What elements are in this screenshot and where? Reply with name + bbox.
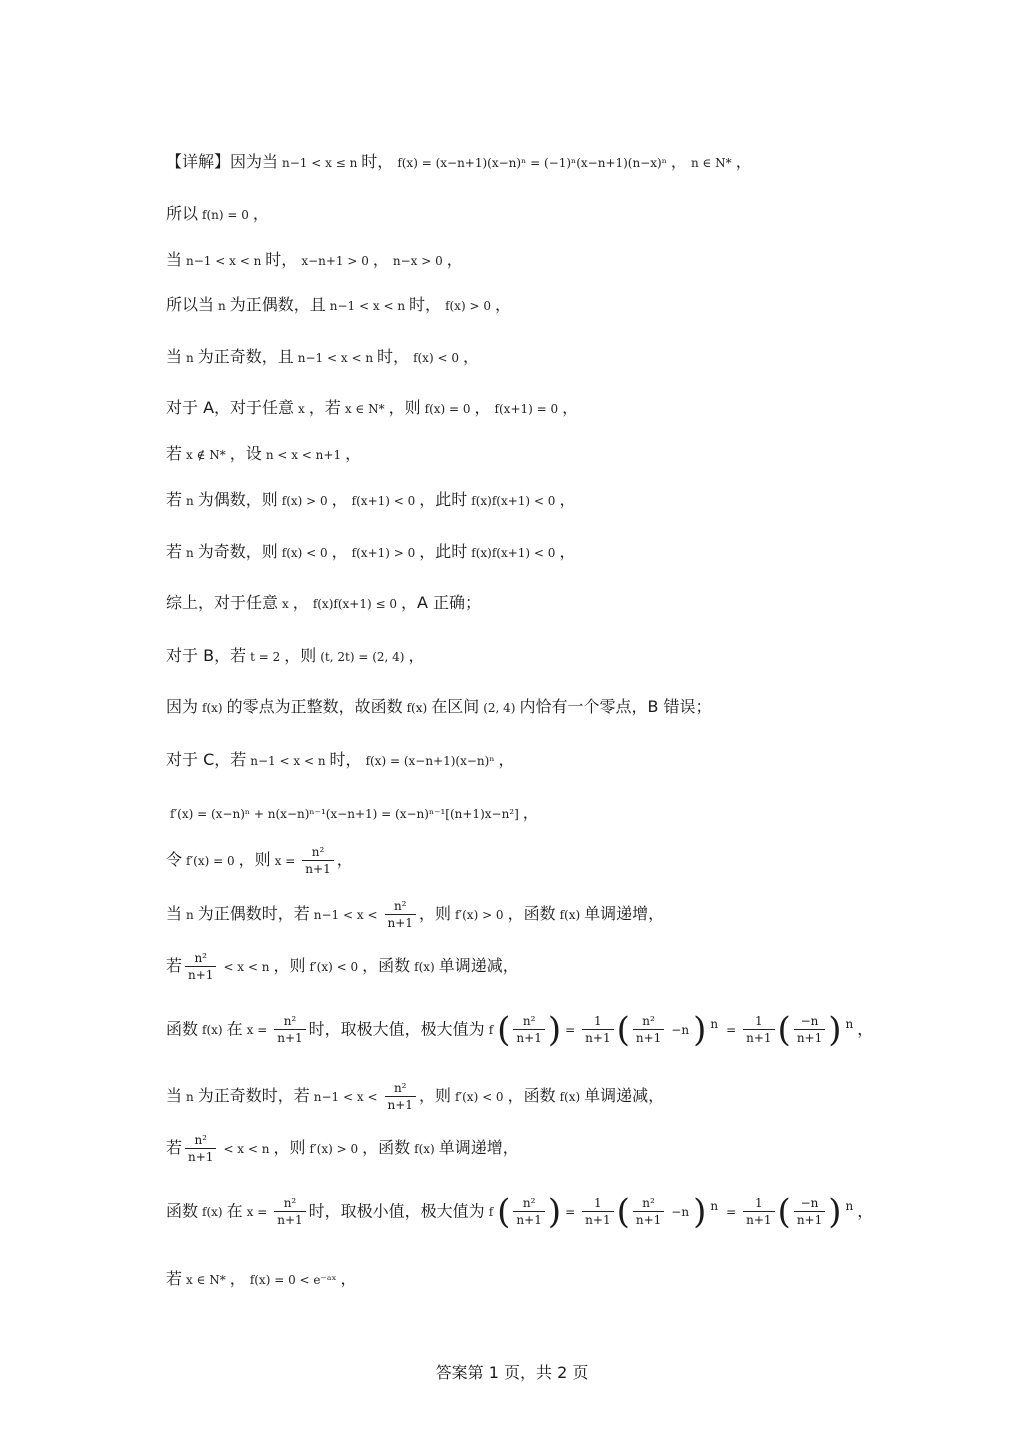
math: f(x) > 0: [281, 494, 328, 508]
text: 对于 A，对于任意: [166, 398, 295, 417]
text: 时，: [409, 295, 442, 314]
text: 【详解】因为当: [166, 152, 279, 171]
fraction: [743, 1195, 774, 1228]
text: 在: [226, 1201, 243, 1221]
text: 对于 B，若: [166, 646, 247, 665]
fraction-denominator: n+1: [796, 1031, 823, 1046]
math: n−1 < x < n: [329, 299, 406, 313]
text: 内恰有一个零点，B 错误；: [519, 697, 712, 716]
fraction-numerator: n²: [513, 1013, 544, 1030]
line-18: [166, 1009, 874, 1050]
text: ，则: [388, 398, 421, 417]
text: ，若: [308, 398, 341, 417]
text: 在区间: [431, 697, 480, 716]
fraction-numerator: n²: [633, 1195, 664, 1212]
line-17: [166, 950, 519, 983]
fraction: [582, 1013, 613, 1046]
text: ，则: [273, 1138, 306, 1157]
fraction-denominator: n+1: [516, 1213, 542, 1228]
text: 时，: [265, 250, 298, 269]
math: f′(x) > 0: [454, 908, 504, 922]
text: 当: [166, 1086, 183, 1105]
math: f(x) = 0: [424, 402, 471, 416]
paren-open: (: [497, 1191, 511, 1232]
paren-open: (: [616, 1009, 630, 1050]
text: ，: [559, 490, 576, 509]
text: ，: [857, 1019, 874, 1039]
math: x: [298, 402, 305, 416]
text: 为正奇数，且: [197, 347, 294, 366]
text: ，: [474, 398, 491, 417]
text: ，: [292, 593, 309, 612]
text: 时，: [329, 750, 362, 769]
math: n: [186, 908, 194, 922]
text: ，: [446, 250, 463, 269]
line-5: [166, 345, 479, 370]
text: 为偶数，则: [197, 490, 278, 509]
text: ，函数: [507, 904, 556, 923]
text: ，: [559, 542, 576, 561]
math: f′(x) < 0: [454, 1090, 504, 1104]
line-6: [166, 396, 578, 421]
math: f: [488, 1205, 494, 1220]
line-9: [166, 540, 575, 565]
text: ，: [331, 490, 348, 509]
math: f(x): [414, 1142, 435, 1156]
math: (2, 4): [483, 701, 516, 715]
math: f(x): [559, 1090, 581, 1104]
math: n−1 < x <: [313, 908, 378, 922]
text: 所以: [166, 204, 199, 223]
math: f(x): [202, 1205, 223, 1220]
math: f(x): [414, 960, 435, 974]
fraction-numerator: −n: [794, 1013, 825, 1030]
fraction-denominator: n+1: [277, 1213, 303, 1228]
math: n: [186, 494, 194, 508]
text: ，: [735, 152, 752, 171]
math: f′(x) < 0: [309, 960, 359, 974]
text: ，: [498, 750, 515, 769]
fraction-denominator: n+1: [635, 1213, 662, 1228]
text: 单调递减，: [438, 956, 519, 975]
math: −n: [671, 1023, 690, 1038]
fraction: [513, 1013, 544, 1046]
math: f′(x) > 0: [309, 1142, 359, 1156]
text: ，此时: [419, 542, 468, 561]
paren-open: (: [616, 1191, 630, 1232]
fraction-numerator: n²: [185, 1132, 216, 1149]
text: ，则: [284, 646, 317, 665]
math: f(x)f(x+1) < 0: [471, 494, 556, 508]
fraction: [274, 1013, 305, 1046]
text: ，: [372, 250, 389, 269]
text: 若: [166, 956, 183, 975]
fraction-numerator: 1: [743, 1195, 774, 1212]
fraction-denominator: n+1: [277, 1031, 303, 1046]
text: 因为: [166, 697, 199, 716]
paren-open: (: [777, 1191, 791, 1232]
page-footer: 答案第 1 页，共 2 页: [435, 1363, 589, 1382]
fraction-denominator: n+1: [746, 1213, 772, 1228]
fraction-denominator: n+1: [305, 862, 331, 876]
fraction-denominator: n+1: [188, 1150, 214, 1164]
math: n < x < n+1: [265, 448, 342, 462]
math: x =: [246, 1023, 268, 1038]
fraction-denominator: n+1: [796, 1213, 823, 1228]
line-3: [166, 248, 463, 273]
math: n: [186, 1090, 194, 1104]
line-13: [166, 748, 515, 773]
math: n−1 < x <: [313, 1090, 378, 1104]
math: n−1 < x < n: [250, 754, 326, 768]
line-19: [166, 1080, 664, 1113]
text: ，: [857, 1201, 874, 1221]
text: 为奇数，则: [197, 542, 278, 561]
math: n−1 < x < n: [186, 254, 262, 268]
math: (t, 2t) = (2, 4): [320, 650, 405, 664]
text: ，则: [238, 850, 271, 869]
text: 函数: [166, 1019, 199, 1039]
line-16: [166, 898, 664, 931]
math: n: [186, 351, 194, 365]
math: t = 2: [250, 650, 281, 664]
text: ，: [408, 646, 425, 665]
text: ，设: [229, 444, 262, 463]
math: f′(x) = 0: [186, 854, 235, 868]
math: x ∈ N*: [186, 1273, 226, 1287]
text: 为正偶数，且: [229, 295, 326, 314]
text: ，: [562, 398, 579, 417]
text: 对于 C，若: [166, 750, 247, 769]
fraction-denominator: n+1: [585, 1031, 611, 1046]
paren-close: ): [693, 1009, 707, 1050]
math: f(x) = (x−n+1)(x−n)ⁿ: [365, 754, 495, 768]
fraction: [185, 1132, 216, 1165]
fraction-numerator: −n: [794, 1195, 825, 1212]
text: ，则: [418, 1086, 451, 1105]
math: f(x): [202, 1023, 223, 1038]
line-7: [166, 442, 361, 467]
text: 当: [166, 250, 183, 269]
text: 当: [166, 347, 183, 366]
fraction-denominator: n+1: [188, 968, 214, 982]
text: ，则: [273, 956, 306, 975]
line-8: [166, 488, 575, 513]
text: ，: [522, 803, 539, 822]
line-22: [166, 1267, 357, 1292]
fraction: [302, 844, 333, 877]
line-1: [166, 150, 752, 175]
text: 时，: [361, 152, 394, 171]
fraction-denominator: n+1: [585, 1213, 611, 1228]
fraction: [794, 1013, 825, 1046]
math: x−n+1 > 0: [301, 254, 369, 268]
text: 为正偶数时，若: [197, 904, 310, 923]
math: −n: [671, 1205, 690, 1220]
text: ，: [229, 1269, 246, 1288]
math: f(x): [559, 908, 581, 922]
math: f(x): [406, 701, 428, 715]
fraction-numerator: 1: [743, 1013, 774, 1030]
line-12: [166, 695, 712, 720]
math: f(x+1) = 0: [494, 402, 559, 416]
math: f′(x) = (x−n)ⁿ + n(x−n)ⁿ⁻¹(x−n+1) = (x−n)ⁿ⁻¹[(n+1)x−n²]: [170, 807, 519, 821]
text: ，: [331, 542, 348, 561]
fraction-numerator: n²: [274, 1195, 305, 1212]
math: x ∉ N*: [186, 448, 226, 462]
fraction: [794, 1195, 825, 1228]
text: 单调递增，: [584, 904, 665, 923]
fraction: [385, 898, 416, 931]
math: x =: [246, 1205, 268, 1220]
math: f(x) > 0: [445, 299, 491, 313]
text: ，: [494, 295, 511, 314]
paren-close: ): [547, 1009, 562, 1050]
fraction: [385, 1080, 416, 1113]
line-20: [166, 1132, 519, 1165]
text: 令: [166, 850, 183, 869]
math: f(x): [202, 701, 223, 715]
fraction: [582, 1195, 613, 1228]
math: f(n) = 0: [202, 208, 249, 222]
line-15: [166, 844, 353, 877]
text: 单调递减，: [584, 1086, 665, 1105]
math: f(x)f(x+1) ≤ 0: [312, 597, 397, 611]
math: x =: [274, 854, 296, 868]
math: f(x) < 0: [413, 351, 459, 365]
fraction-numerator: n²: [385, 1080, 416, 1097]
fraction-denominator: n+1: [516, 1031, 542, 1046]
text: ，: [462, 347, 479, 366]
fraction: [633, 1013, 664, 1046]
fraction-denominator: n+1: [635, 1031, 662, 1046]
text: ，: [345, 444, 362, 463]
text: ，函数: [507, 1086, 556, 1105]
text: ，函数: [362, 1138, 411, 1157]
text: ，函数: [362, 956, 411, 975]
exponent: n: [710, 1199, 719, 1213]
math: x: [282, 597, 289, 611]
fraction: [743, 1013, 774, 1046]
math: < x < n: [223, 960, 270, 974]
line-21: [166, 1191, 874, 1232]
text: ，: [670, 152, 687, 171]
line-10: [166, 591, 481, 616]
line-4: [166, 293, 511, 318]
text: 综上，对于任意: [166, 593, 279, 612]
paren-close: ): [828, 1191, 842, 1232]
fraction-numerator: n²: [302, 844, 333, 861]
paren-open: (: [777, 1009, 791, 1050]
paren-open: (: [497, 1009, 511, 1050]
exponent: n: [845, 1199, 854, 1213]
text: ，此时: [419, 490, 468, 509]
math: =: [726, 1023, 737, 1038]
text: 若: [166, 1269, 183, 1288]
line-11: [166, 644, 424, 669]
fraction: [185, 950, 216, 983]
math: f(x) = 0 < e⁻ᵃˣ: [249, 1273, 337, 1287]
math: f(x+1) < 0: [351, 494, 416, 508]
math: n: [218, 299, 226, 313]
paren-close: ): [693, 1191, 707, 1232]
paren-close: ): [547, 1191, 562, 1232]
line-2: [166, 202, 269, 227]
fraction: [274, 1195, 305, 1228]
fraction-numerator: n²: [274, 1013, 305, 1030]
math: f(x)f(x+1) < 0: [471, 546, 556, 560]
math: n−1 < x < n: [297, 351, 374, 365]
text: 的零点为正整数，故函数: [226, 697, 403, 716]
math: n ∈ N*: [690, 156, 732, 170]
paren-close: ): [828, 1009, 842, 1050]
math: f: [488, 1023, 494, 1038]
exponent: n: [845, 1017, 854, 1031]
fraction-denominator: n+1: [746, 1031, 772, 1046]
math: =: [565, 1205, 576, 1220]
text: 所以当: [166, 295, 215, 314]
text: ，: [340, 1269, 357, 1288]
text: 当: [166, 904, 183, 923]
text: 时，取极小值，极大值为: [308, 1201, 485, 1221]
text: ，: [252, 204, 269, 223]
math: x ∈ N*: [344, 402, 385, 416]
text: 为正奇数时，若: [197, 1086, 310, 1105]
fraction-numerator: 1: [582, 1013, 613, 1030]
line-14: [166, 801, 539, 826]
fraction: [513, 1195, 544, 1228]
math: < x < n: [223, 1142, 270, 1156]
text: 若: [166, 542, 183, 561]
text: ，则: [418, 904, 451, 923]
text: 单调递增，: [438, 1138, 519, 1157]
fraction-numerator: n²: [185, 950, 216, 967]
math: =: [565, 1023, 576, 1038]
fraction-denominator: n+1: [387, 916, 413, 930]
math: n: [186, 546, 194, 560]
fraction-numerator: n²: [385, 898, 416, 915]
math: n−x > 0: [392, 254, 443, 268]
fraction-numerator: 1: [582, 1195, 613, 1212]
math: f(x) = (x−n+1)(x−n)ⁿ = (−1)ⁿ(x−n+1)(n−x)ⁿ: [397, 156, 667, 170]
math: =: [726, 1205, 737, 1220]
fraction-numerator: n²: [513, 1195, 544, 1212]
math: n−1 < x ≤ n: [282, 156, 358, 170]
text: 若: [166, 490, 183, 509]
text: ，A 正确；: [400, 593, 482, 612]
text: 若: [166, 1138, 183, 1157]
text: 时，取极大值，极大值为: [308, 1019, 485, 1039]
exponent: n: [710, 1017, 719, 1031]
text: 函数: [166, 1201, 199, 1221]
math: f(x) < 0: [281, 546, 328, 560]
text: 若: [166, 444, 183, 463]
text: ，: [336, 850, 353, 869]
text: 时，: [377, 347, 410, 366]
fraction-denominator: n+1: [387, 1098, 413, 1112]
math: f(x+1) > 0: [351, 546, 416, 560]
text: 在: [226, 1019, 243, 1039]
fraction-numerator: n²: [633, 1013, 664, 1030]
fraction: [633, 1195, 664, 1228]
